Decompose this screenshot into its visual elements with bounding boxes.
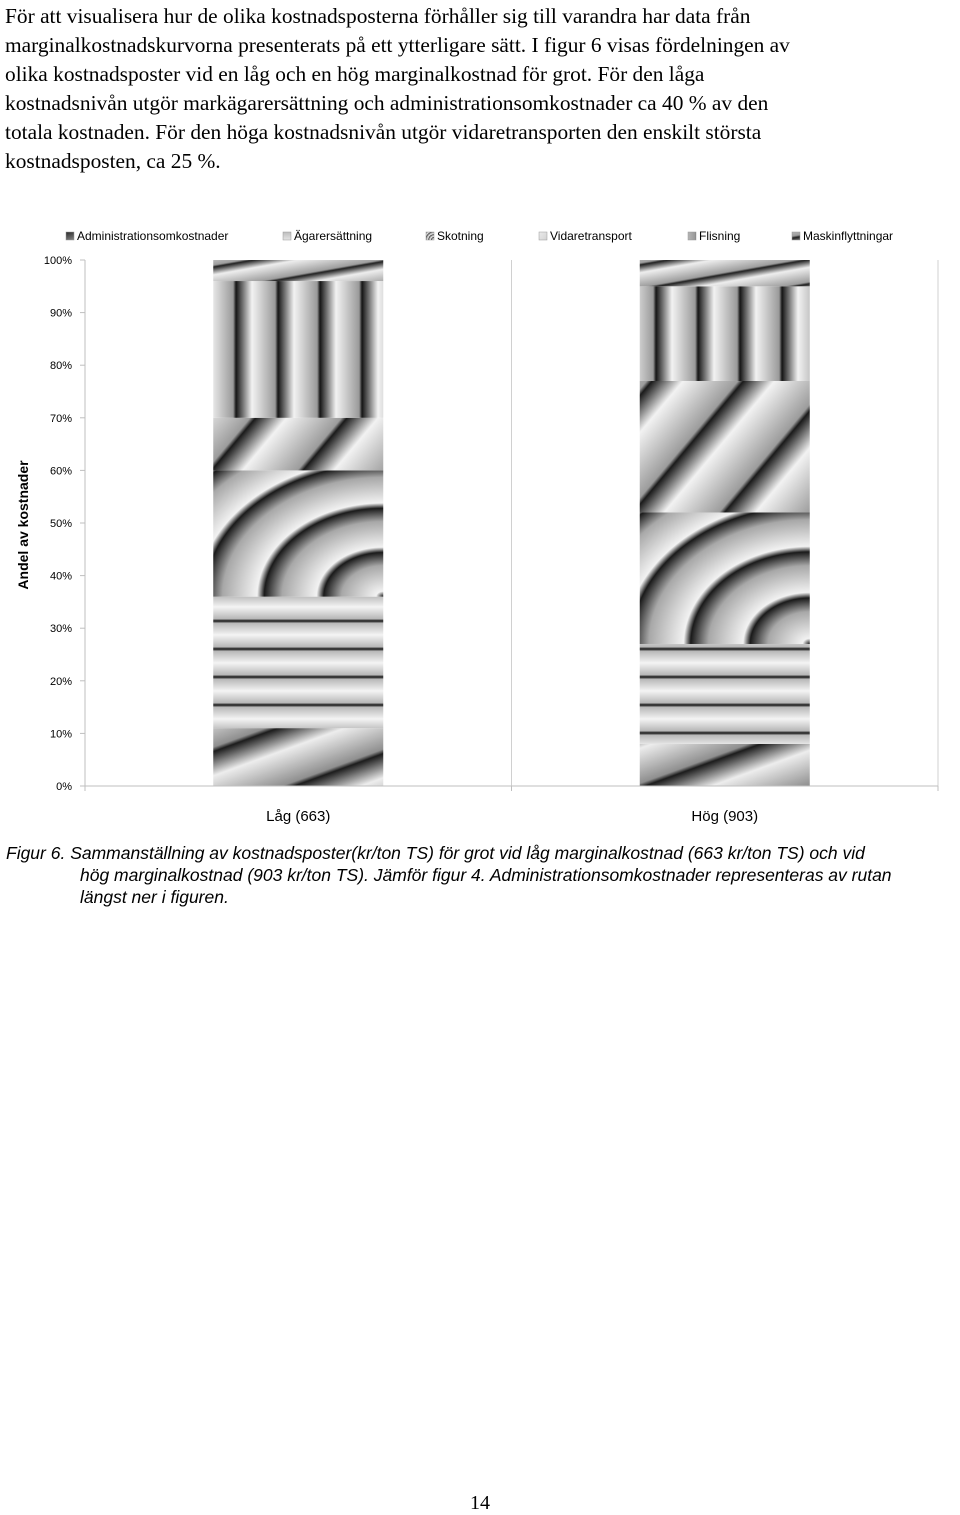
- legend-swatch: [283, 232, 291, 240]
- chart-legend: [66, 229, 893, 243]
- body-line: kostnadsnivån utgör markägarersättning och administrationsomkostnader ca 40 % av den: [5, 91, 769, 115]
- legend-label: Vidaretransport: [550, 229, 632, 243]
- bar-segment: [213, 597, 383, 729]
- legend-swatch: [66, 232, 74, 240]
- cost-distribution-chart: [0, 215, 960, 835]
- legend-swatch: [792, 232, 800, 240]
- caption-line: längst ner i figuren.: [80, 887, 229, 907]
- bar-segment: [640, 381, 810, 513]
- legend-label: Flisning: [699, 229, 741, 243]
- legend-label: Ägarersättning: [294, 229, 373, 243]
- legend-swatch: [539, 232, 547, 240]
- y-tick-label: 90%: [49, 307, 72, 320]
- body-line: marginalkostnadskurvorna presenterats på ett ytterligare sätt. I figur 6 visas fördelningen av: [5, 33, 790, 57]
- bar-segment: [640, 286, 810, 381]
- y-tick-label: 50%: [49, 518, 72, 530]
- page-number: 14: [470, 1492, 490, 1514]
- y-tick-label: 80%: [49, 360, 72, 373]
- y-tick-label: 0%: [56, 781, 72, 793]
- caption-line: hög marginalkostnad (903 kr/ton TS). Jämför figur 4. Administrationsomkostnader representeras av rutan: [80, 865, 892, 885]
- y-tick-label: 40%: [49, 570, 72, 583]
- body-line: kostnadsposten, ca 25 %.: [5, 149, 221, 173]
- body-line: olika kostnadsposter vid en låg och en hög marginalkostnad för grot. För den låga: [5, 62, 705, 86]
- y-axis-title: Andel av kostnader: [15, 460, 31, 590]
- chart-svg: [0, 215, 960, 835]
- y-tick-label: 60%: [49, 465, 72, 478]
- y-tick-label: 10%: [49, 728, 72, 741]
- legend-swatch: [426, 232, 434, 240]
- y-tick-label: 70%: [49, 412, 72, 425]
- bar-segment: [640, 744, 810, 786]
- bar-segment: [640, 260, 810, 286]
- body-line: För att visualisera hur de olika kostnadsposterna förhåller sig till varandra har data från: [5, 4, 751, 28]
- y-tick-label: 20%: [49, 675, 72, 688]
- legend-label: Skotning: [437, 229, 484, 243]
- bar-segment: [213, 418, 383, 471]
- x-tick-label: Hög (903): [691, 808, 759, 825]
- body-paragraph: [5, 2, 945, 176]
- bar-segment: [213, 470, 383, 596]
- bar-segment: [213, 260, 383, 281]
- y-tick-label: 100%: [43, 255, 72, 267]
- figure-caption: [6, 842, 956, 908]
- bar-segment: [213, 281, 383, 418]
- legend-label: Administrationsomkostnader: [77, 229, 229, 243]
- y-tick-label: 30%: [49, 623, 72, 636]
- bar-segment: [640, 644, 810, 744]
- caption-line: Figur 6. Sammanställning av kostnadsposter(kr/ton TS) för grot vid låg marginalkostnad (663 kr/ton TS) och vid: [6, 843, 865, 863]
- x-tick-label: Låg (663): [266, 808, 331, 825]
- bar-segment: [640, 512, 810, 644]
- legend-swatch: [688, 232, 696, 240]
- body-line: totala kostnaden. För den höga kostnadsnivån utgör vidaretransporten den enskilt största: [5, 120, 762, 144]
- bar-segment: [213, 728, 383, 786]
- y-axis: [15, 255, 85, 793]
- legend-label: Maskinflyttningar: [803, 229, 894, 243]
- x-axis: [85, 786, 938, 825]
